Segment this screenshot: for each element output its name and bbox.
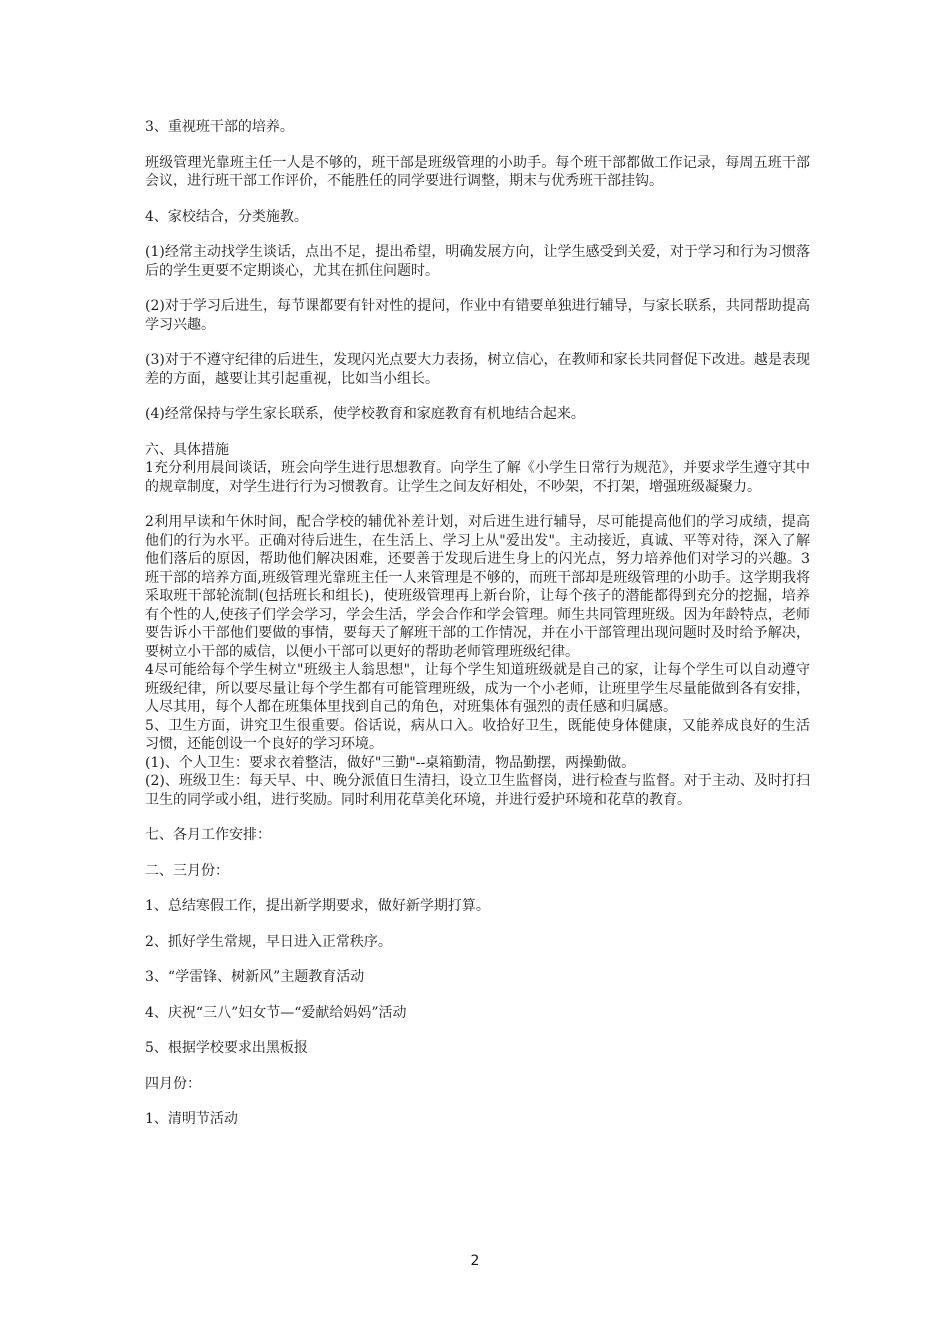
paragraph-item-4: (4)经常保持与学生家长联系，使学校教育和家庭教育有机地结合起来。 — [145, 406, 585, 422]
month-feb-mar: 二、三月份： — [145, 862, 229, 879]
month-april: 四月份： — [145, 1075, 201, 1092]
paragraph-item-3: (3)对于不遵守纪律的后进生，发现闪光点要大力表扬，树立信心，在教师和家长共同督促下改进。越是表现差的方面，越要让其引起重视，比如当小组长。 — [145, 352, 810, 387]
measure-4: 4尽可能给每个学生树立"班级主人翁思想"，让每个学生知道班级就是自己的家，让每个学生可以自动遵守班级纪律，所以要尽量让每个学生都有可能管理班级，成为一个小老师，让班里学生尽量能做到各有安排，人尽其用，每个人都在班集体里找到自己的角色，对班集体有强烈的责任感和归属感。 — [145, 662, 810, 715]
measure-1: 1充分利用晨间谈话，班会向学生进行思想教育。向学生了解《小学生日常行为规范》，并要求学生遵守其中的规章制度，对学生进行行为习惯教育。让学生之间友好相处，不吵架，不打架，增强班级凝聚力。 — [145, 460, 810, 495]
paragraph-item-2: (2)对于学习后进生，每节课都要有针对性的提问，作业中有错要单独进行辅导，与家长联系，共同帮助提高学习兴趣。 — [145, 298, 810, 333]
heading-cadre-training: 3、重视班干部的培养。 — [145, 119, 294, 135]
plan-item-5: 5、根据学校要求出黑板报 — [145, 1040, 308, 1056]
hygiene-class: (2)、班级卫生：每天早、中、晚分派值日生清扫，设立卫生监督岗，进行检查与监督。对于主动、及时打扫卫生的同学或小组，进行奖励。同时利用花草美化环境，并进行爱护环境和花草的教育。 — [145, 773, 810, 808]
measure-5-hygiene: 5、卫生方面，讲究卫生很重要。俗话说，病从口入。收拾好卫生，既能使身体健康，又能养成良好的生活习惯，还能创设一个良好的学习环境。 — [145, 717, 810, 752]
heading-home-school: 4、家校结合，分类施教。 — [145, 208, 308, 225]
plan-item-4: 4、庆祝“三八”妇女节—“爱献给妈妈”活动 — [145, 1004, 407, 1021]
paragraph-cadre-management: 班级管理光靠班主任一人是不够的，班干部是班级管理的小助手。每个班干部都做工作记录，每周五班干部会议，进行班干部工作评价，不能胜任的同学要进行调整，期末与优秀班干部挂钩。 — [145, 154, 810, 189]
plan-item-1: 1、总结寒假工作，提出新学期要求，做好新学期打算。 — [145, 898, 490, 914]
plan-item-2: 2、抓好学生常规，早日进入正常秩序。 — [145, 933, 392, 950]
section-heading-measures: 六、具体措施 — [145, 441, 229, 458]
april-item-1: 1、清明节活动 — [145, 1111, 238, 1127]
paragraph-item-1: (1)经常主动找学生谈话，点出不足，提出希望，明确发展方向，让学生感受到关爱，对于学习和行为习惯落后的学生更要不定期谈心，尤其在抓住问题时。 — [145, 244, 810, 279]
document-body — [145, 118, 810, 1129]
measure-2-3: 2利用早读和午休时间，配合学校的辅优补差计划，对后进生进行辅导，尽可能提高他们的学习成绩，提高他们的行为水平。正确对待后进生，在生活上、学习上从"爱出发"。主动接近，真诚、平等对待，深入了解他们落后的原因，帮助他们解决困难，还要善于发现后进生身上的闪光点，努力培养他们对学习的兴趣。3班干部的培养方面,班级管理光靠班主任一人来管理是不够的，而班干部却是班级管理的小助手。这学期我将采取班干部轮流制(包括班长和组长)，使班级管理再上新台阶，让每个孩子的潜能都得到充分的挖掘，培养有个性的人,使孩子们学会学习，学会生活，学会合作和学会管理。师生共同管理班级。因为年龄特点，老师要告诉小干部他们要做的事情，要每天了解班干部的工作情况，并在小干部管理出现问题时及时给予解决，要树立小干部的威信，以便小干部可以更好的帮助老师管理班级纪律。 — [145, 514, 810, 660]
section-heading-monthly: 七、各月工作安排： — [145, 827, 271, 843]
plan-item-3: 3、“学雷锋、树新风”主题教育活动 — [145, 969, 365, 985]
page-number: 2 — [470, 1253, 480, 1269]
hygiene-personal: (1)、个人卫生：要求衣着整洁，做好"三勤"--桌箱勤清，物品勤摆，两操勤做。 — [145, 754, 636, 771]
